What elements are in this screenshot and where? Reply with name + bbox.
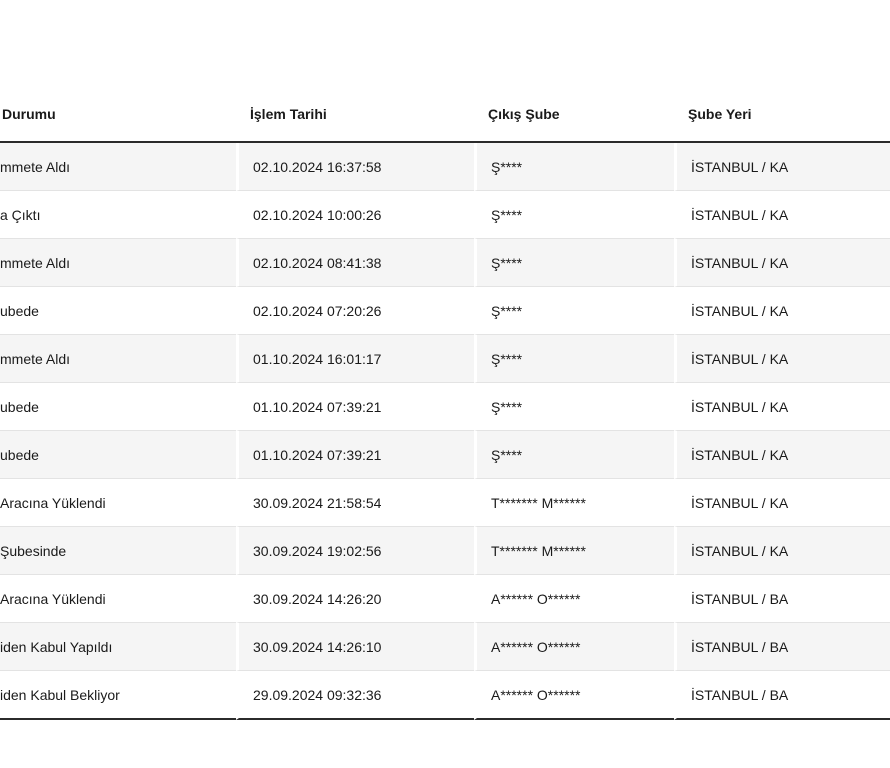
cell-status: [0, 287, 236, 335]
table-row: [0, 191, 890, 239]
cell-status: [0, 479, 236, 527]
cell-status: [0, 239, 236, 287]
cell-branch: Ş****: [474, 431, 674, 479]
cell-branch: T******* M******: [474, 479, 674, 527]
status-text: iden Kabul Yapıldı: [0, 638, 113, 655]
table-body: [0, 143, 890, 720]
cell-date: 02.10.2024 08:41:38: [236, 239, 474, 287]
table-row: [0, 623, 890, 671]
cell-branch: Ş****: [474, 239, 674, 287]
cell-status: [0, 671, 236, 720]
cell-location: İSTANBUL / KA: [674, 479, 890, 527]
cell-status: [0, 431, 236, 479]
status-text: Aracına Yüklendi: [0, 494, 106, 511]
table-row: [0, 335, 890, 383]
cell-status: [0, 191, 236, 239]
cell-branch: Ş****: [474, 287, 674, 335]
cell-location: İSTANBUL / KA: [674, 527, 890, 575]
table-row: [0, 431, 890, 479]
cell-branch: T******* M******: [474, 527, 674, 575]
table-row: [0, 671, 890, 720]
cell-date: 02.10.2024 10:00:26: [236, 191, 474, 239]
status-text: mmete Aldı: [0, 350, 71, 367]
cell-location: İSTANBUL / KA: [674, 335, 890, 383]
cell-location: İSTANBUL / BA: [674, 575, 890, 623]
column-header-location: Şube Yeri: [674, 87, 890, 143]
status-text: mmete Aldı: [0, 254, 71, 271]
cell-date: 30.09.2024 19:02:56: [236, 527, 474, 575]
cell-location: İSTANBUL / KA: [674, 191, 890, 239]
status-text: a Çıktı: [0, 206, 41, 223]
cell-date: 30.09.2024 14:26:10: [236, 623, 474, 671]
cell-status: [0, 527, 236, 575]
cell-status: [0, 143, 236, 191]
cell-branch: A****** O******: [474, 623, 674, 671]
column-header-date: İşlem Tarihi: [236, 87, 474, 143]
status-text: Aracına Yüklendi: [0, 590, 106, 607]
status-text: Şubesinde: [0, 542, 67, 559]
cell-date: 01.10.2024 07:39:21: [236, 431, 474, 479]
cell-date: 02.10.2024 16:37:58: [236, 143, 474, 191]
cell-status: [0, 575, 236, 623]
cell-status: [0, 335, 236, 383]
column-header-branch: Çıkış Şube: [474, 87, 674, 143]
tracking-history-table: [0, 87, 890, 720]
status-text: mmete Aldı: [0, 158, 71, 175]
cell-branch: Ş****: [474, 383, 674, 431]
cell-location: İSTANBUL / BA: [674, 623, 890, 671]
cell-status: [0, 623, 236, 671]
table-header-row: [0, 87, 890, 143]
cell-location: İSTANBUL / KA: [674, 239, 890, 287]
cell-date: 30.09.2024 21:58:54: [236, 479, 474, 527]
cell-date: 02.10.2024 07:20:26: [236, 287, 474, 335]
cell-branch: Ş****: [474, 143, 674, 191]
cell-date: 30.09.2024 14:26:20: [236, 575, 474, 623]
column-header-status: Durumu: [0, 87, 236, 143]
table-row: [0, 479, 890, 527]
status-text: ubede: [0, 398, 39, 415]
table-row: [0, 287, 890, 335]
cell-date: 01.10.2024 07:39:21: [236, 383, 474, 431]
status-text: ubede: [0, 302, 39, 319]
status-text: ubede: [0, 446, 39, 463]
cell-status: [0, 383, 236, 431]
table-row: [0, 527, 890, 575]
cell-date: 01.10.2024 16:01:17: [236, 335, 474, 383]
table-row: [0, 383, 890, 431]
cell-branch: A****** O******: [474, 671, 674, 720]
cell-location: İSTANBUL / KA: [674, 143, 890, 191]
cell-location: İSTANBUL / KA: [674, 383, 890, 431]
cell-branch: Ş****: [474, 335, 674, 383]
cell-location: İSTANBUL / KA: [674, 287, 890, 335]
cell-location: İSTANBUL / BA: [674, 671, 890, 720]
table-row: [0, 239, 890, 287]
cell-branch: A****** O******: [474, 575, 674, 623]
cell-branch: Ş****: [474, 191, 674, 239]
table-row: [0, 143, 890, 191]
status-text: iden Kabul Bekliyor: [0, 686, 120, 703]
cell-location: İSTANBUL / KA: [674, 431, 890, 479]
cell-date: 29.09.2024 09:32:36: [236, 671, 474, 720]
table-row: [0, 575, 890, 623]
